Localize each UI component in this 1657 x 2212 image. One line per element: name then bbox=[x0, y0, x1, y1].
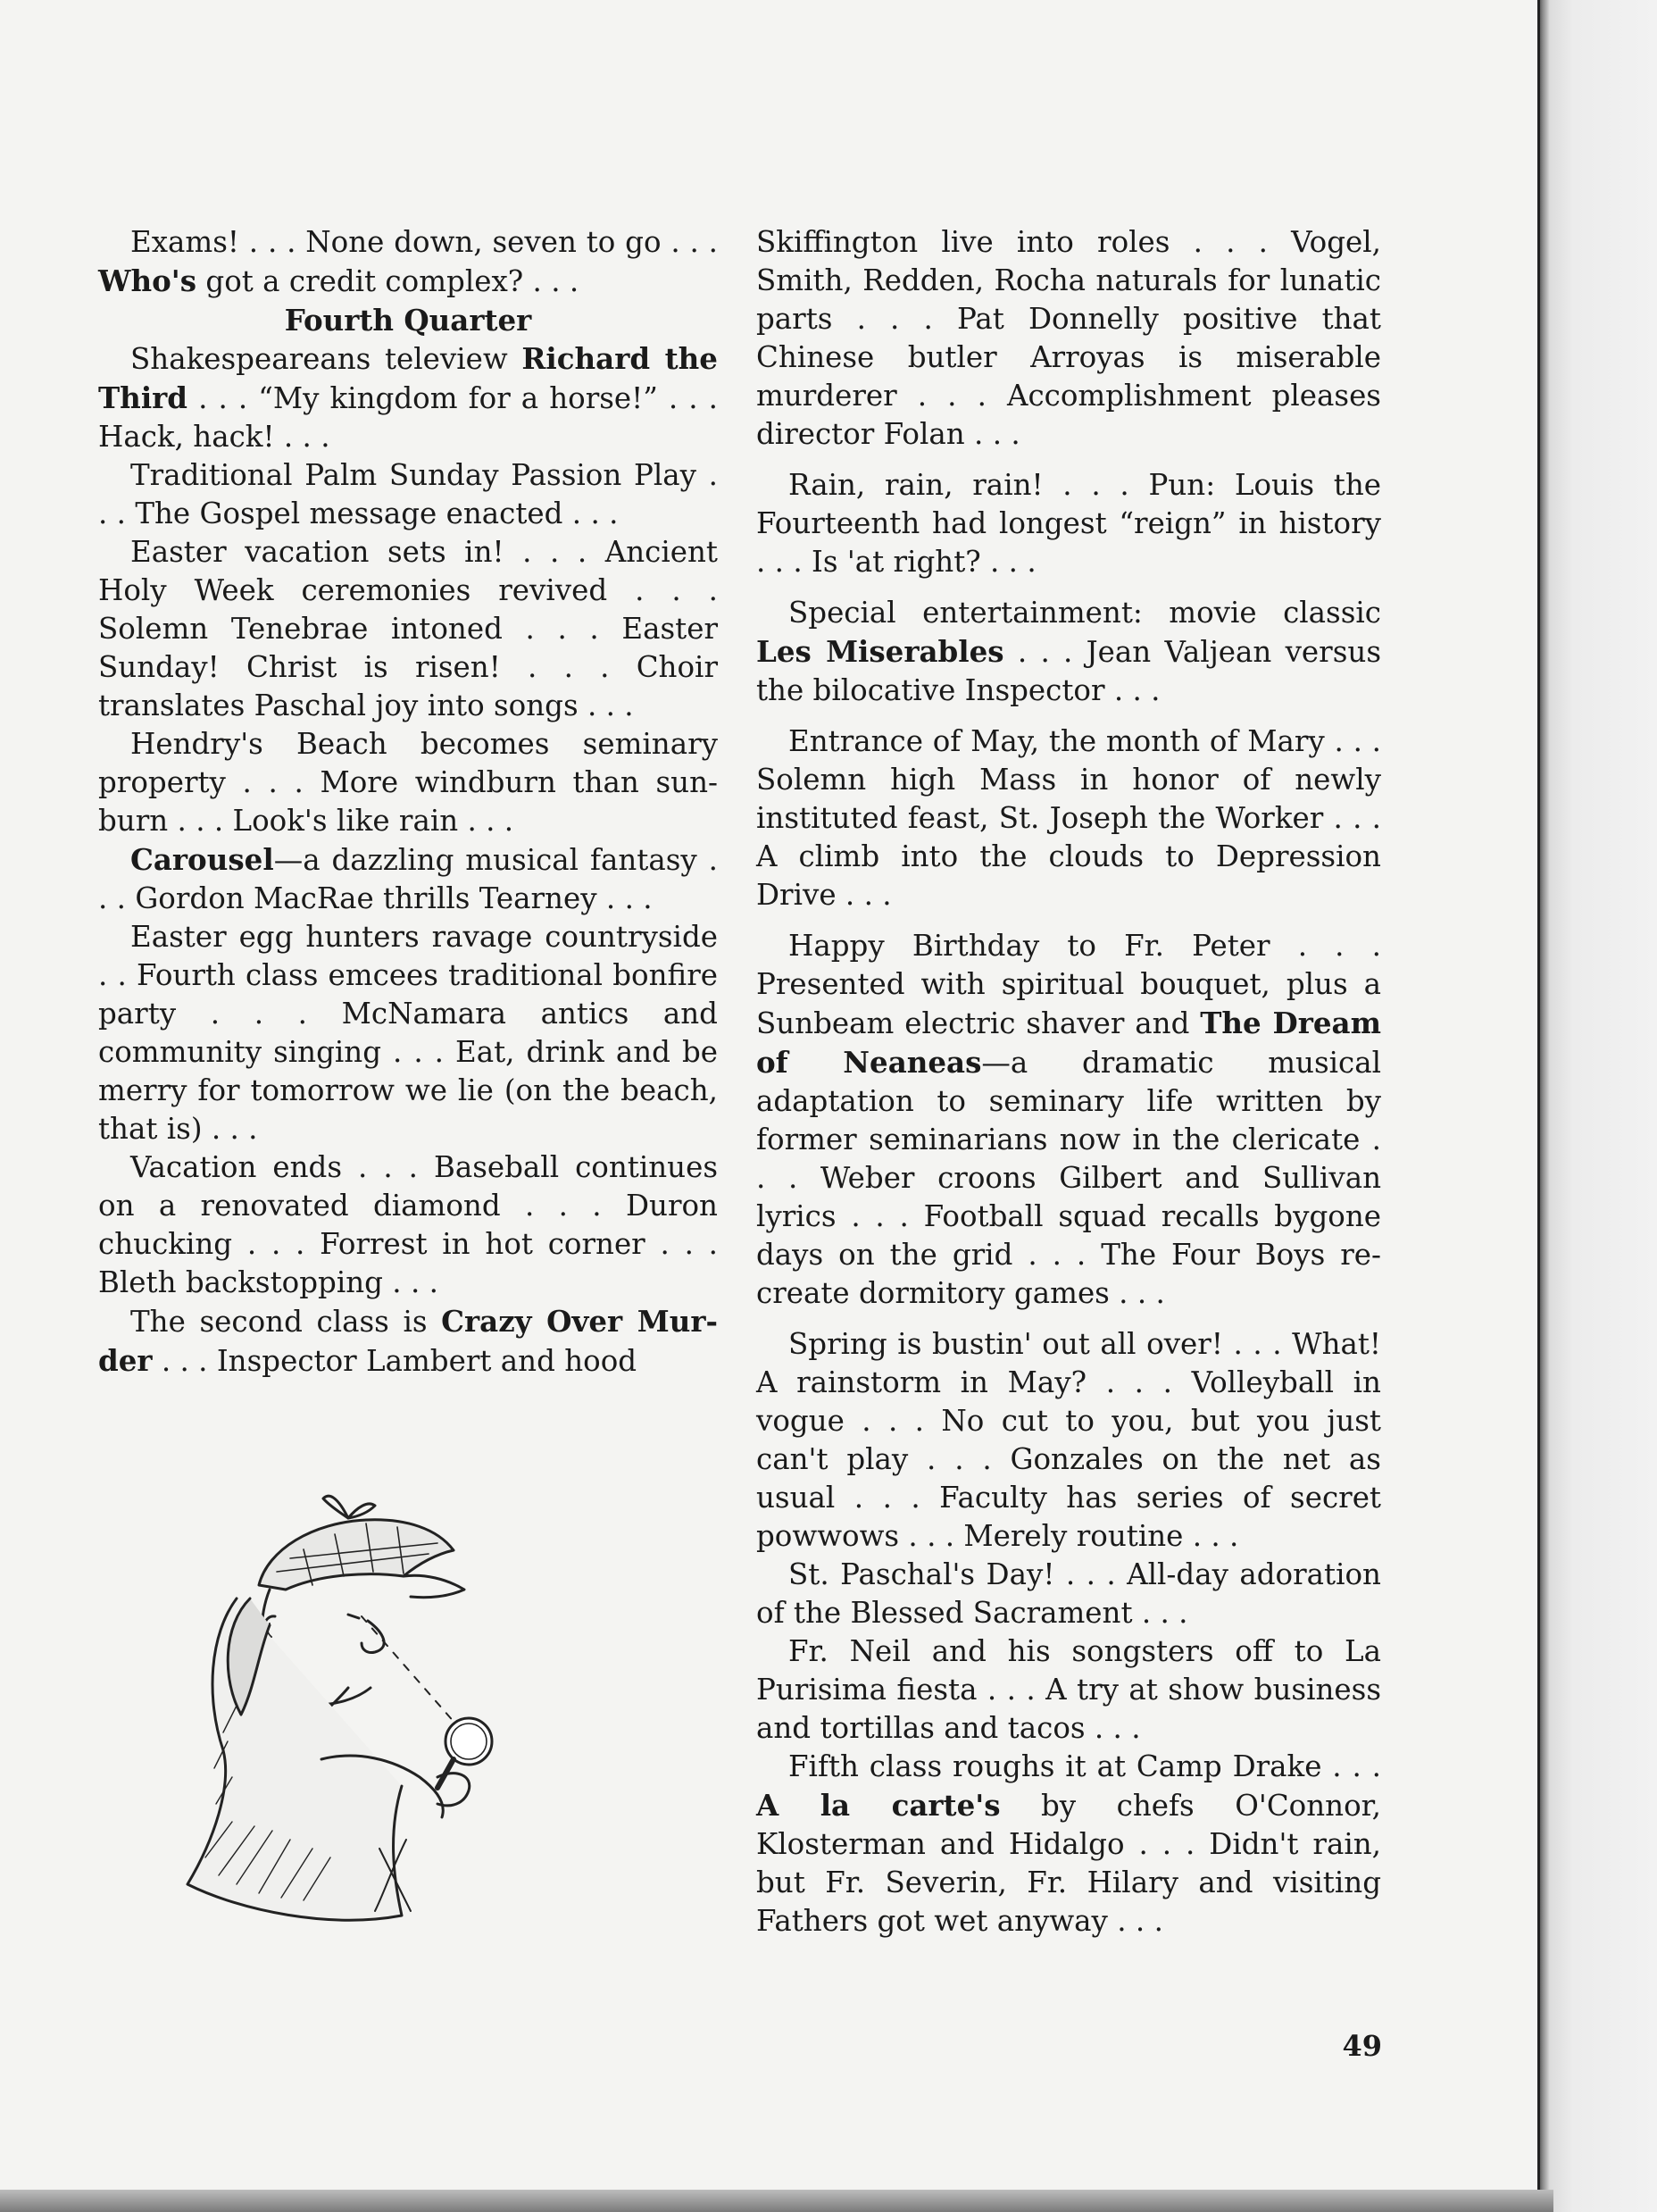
bold-text: The Dream of Neaneas bbox=[756, 1006, 1381, 1080]
bold-text: Crazy Over Murder bbox=[98, 1304, 719, 1378]
text-run: Special entertainment: movie classic bbox=[788, 596, 1381, 630]
paragraph: Traditional Palm Sunday Passion Play . . . The Gospel message enacted . . . bbox=[98, 458, 718, 530]
text-run: . . . Inspector Lambert and hood bbox=[152, 1344, 637, 1378]
text-run: The second class is bbox=[130, 1305, 442, 1339]
bold-text: Who's bbox=[98, 263, 197, 298]
text-run: . . . “My kingdom for a horse!” . . . Hack, hack! . . . bbox=[98, 381, 718, 454]
paragraph: Entrance of May, the month of Mary . . . Solemn high Mass in honor of newly instituted feast, St. Joseph the Worker . . . A climb into the clouds to Depression Drive . . . bbox=[756, 724, 1381, 912]
paragraph: Vacation ends . . . Baseball continues on a renovated diamond . . . Duron chucking . . . Forrest in hot corner . . . Bleth backstopping . . . bbox=[98, 1150, 718, 1299]
cape bbox=[187, 1598, 402, 1920]
paragraph bbox=[756, 594, 1381, 710]
bold-text: Richard the Third bbox=[98, 341, 718, 415]
paragraph: Fr. Neil and his songsters off to La Purisima fiesta . . . A try at show business and tortillas and tacos . . . bbox=[756, 1634, 1381, 1745]
text-run: —a dazzling musical fantasy . . . Gordon MacRae thrills Tearney . . . bbox=[98, 843, 718, 915]
paragraph: Skiffington live into roles . . . Vogel, Smith, Redden, Rocha naturals for lunatic parts . . . Pat Donnelly positive that Chinese butler Arroyas is miserable murderer . . . Accomplishment pleases director Folan . . . bbox=[756, 225, 1381, 451]
text-run: . . . Jean Valjean versus the bilocative Inspector . . . bbox=[756, 635, 1381, 707]
eye bbox=[348, 1615, 359, 1618]
paragraph: St. Paschal's Day! . . . All-day adoration of the Blessed Sacrament . . . bbox=[756, 1557, 1381, 1630]
page-number: 49 bbox=[1342, 2029, 1382, 2063]
paragraph bbox=[98, 339, 718, 456]
text-run: Exams! . . . None down, seven to go . . . bbox=[130, 225, 718, 259]
text-run: got a credit complex? . . . bbox=[196, 264, 579, 298]
paragraph: Rain, rain, rain! . . . Pun: Louis the Fourteenth had longest “reign” in history . . . Is 'at right? . . . bbox=[756, 468, 1381, 579]
paragraph bbox=[98, 223, 718, 301]
paragraph bbox=[98, 1302, 718, 1381]
paragraph: Hendry's Beach becomes seminary property . . . More windburn than sunburn . . . Look's like rain . . . bbox=[98, 727, 718, 838]
bold-text: Les Miserables bbox=[756, 634, 1004, 669]
text-run: Shakespeareans teleview bbox=[130, 342, 522, 376]
text-run: Fifth class roughs it at Camp Drake . . . bbox=[788, 1749, 1381, 1783]
cap-brim bbox=[404, 1575, 464, 1597]
page-edge-shadow bbox=[1537, 0, 1657, 2212]
section-heading: Fourth Quarter bbox=[284, 303, 532, 338]
paragraph: Easter vacation sets in! . . . Ancient Holy Week ceremonies revived . . . Solemn Tenebrae intoned . . . Easter Sunday! Christ is risen! . . . Choir translates Paschal joy into songs . . . bbox=[98, 535, 718, 722]
bottom-edge-shadow bbox=[0, 2190, 1553, 2212]
nose bbox=[362, 1621, 384, 1653]
bold-text: A la carte's bbox=[756, 1788, 1001, 1823]
left-column bbox=[98, 223, 718, 1381]
paragraph: Spring is bustin' out all over! . . . What! A rainstorm in May? . . . Volleyball in vogue . . . No cut to you, but you just can't play . . . Gonzales on the net as usual . . . Faculty has series of secret powwows . . . Merely routine . . . bbox=[756, 1327, 1381, 1553]
paragraph bbox=[98, 840, 718, 918]
right-column bbox=[756, 223, 1381, 1941]
cap-bow bbox=[323, 1496, 375, 1518]
text-run: by chefs O'Connor, Klosterman and Hidalgo . . . Didn't rain, but Fr. Severin, Fr. Hilary and visiting Fathers got wet anyway . . . bbox=[756, 1789, 1381, 1938]
paragraph bbox=[756, 1748, 1381, 1941]
text-run: Happy Birthday to Fr. Peter . . . Presented with spiritual bouquet, plus a Sunbeam electric shaver and bbox=[756, 929, 1381, 1040]
detective-illustration bbox=[170, 1465, 634, 1965]
text-run: —a dramatic musical adaptation to seminary life written by former seminarians now in the clericate . . . Weber croons Gilbert and Sullivan lyrics . . . Football squad recalls bygone days on the grid . . . The Four Boys re-create dormitory games . . . bbox=[756, 1046, 1381, 1310]
paragraph bbox=[756, 927, 1381, 1313]
sightline bbox=[362, 1616, 455, 1724]
paragraph: Easter egg hunters ravage countryside . . Fourth class emcees traditional bonfire party . . . McNamara antics and community singing . . . Eat, drink and be merry for tomorrow we lie (on the beach, that is) . . . bbox=[98, 920, 718, 1146]
bold-text: Carousel bbox=[130, 842, 274, 877]
